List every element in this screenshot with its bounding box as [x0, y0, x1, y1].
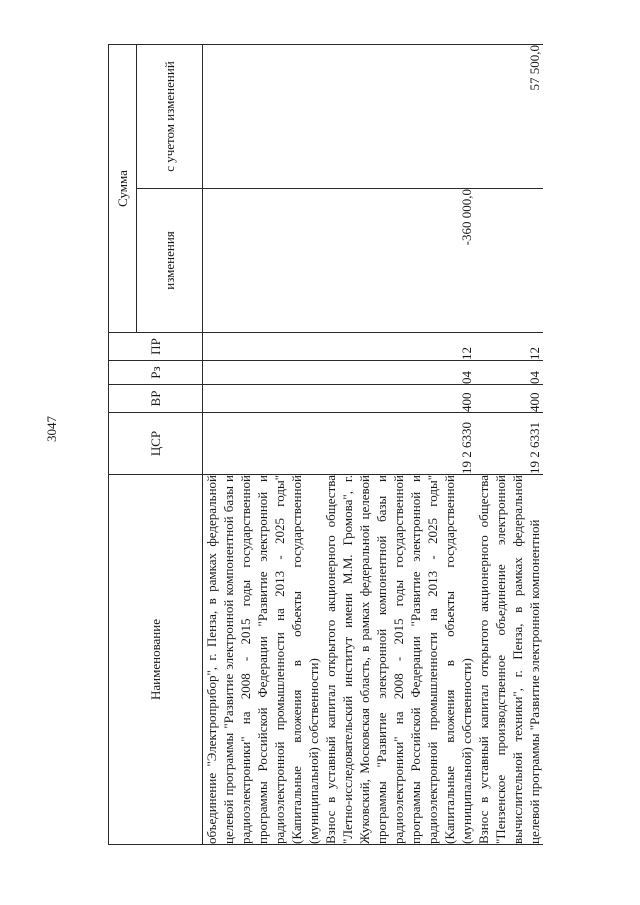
row-with-changes	[322, 45, 475, 189]
header-change: изменения	[137, 189, 203, 333]
header-pr: ПР	[109, 333, 203, 361]
row-vr	[203, 385, 323, 413]
row-change	[475, 189, 543, 333]
row-pr: 12	[322, 333, 475, 361]
header-with-changes: с учетом изменений	[137, 45, 203, 189]
row-name: Взнос в уставный капитал открытого акционерного общества "Летно-исследовательский институт имени М.М. Громова", г. Жуковский, Московская область, в рамках федеральной целевой программы "Развитие электронной компонентной базы и радиоэлектроники" на 2008 - 2015 годы государственной программы Российской Федерации "Развитие электронной и радиоэлектронной промышленности на 2013 - 2025 годы" (Капитальные вложения в объекты государственной (муниципальной) собственности)	[323, 475, 474, 844]
row-with-changes: 57 500,0	[475, 45, 543, 189]
row-csr	[203, 413, 323, 475]
budget-table-page	[108, 45, 613, 845]
table-row	[475, 45, 543, 845]
row-csr: 19 2 6330	[322, 413, 475, 475]
page-number: 3047	[44, 416, 59, 442]
row-name: объединение "Электроприбор", г. Пенза, в рамках федеральной целевой программы "Развитие электронной компонентной базы и радиоэлектроники" на 2008 - 2015 годы государственной программы Российской Федерации "Развитие электронной и радиоэлектронной промышленности на 2013 - 2025 годы" (Капитальные вложения в объекты государственной (муниципальной) собственности)	[204, 475, 321, 844]
table-row	[322, 45, 475, 845]
row-csr: 19 2 6331	[475, 413, 543, 475]
row-vr: 400	[322, 385, 475, 413]
header-csr: ЦСР	[109, 413, 203, 475]
header-sum: Сумма	[109, 45, 137, 333]
row-rz	[203, 361, 323, 385]
row-vr: 400	[475, 385, 543, 413]
row-rz: 04	[475, 361, 543, 385]
budget-table	[108, 44, 543, 845]
row-rz: 04	[322, 361, 475, 385]
header-rz: Рз	[109, 361, 203, 385]
row-change	[203, 189, 323, 333]
row-name: Взнос в уставный капитал открытого акционерного общества "Пензенское производственное объединение электронной вычислительной техники", г. Пенза, в рамках федеральной целевой программы "Развитие электронной компонентной	[476, 475, 542, 844]
row-change: -360 000,0	[322, 189, 475, 333]
header-vr: ВР	[109, 385, 203, 413]
header-name: Наименование	[109, 475, 203, 845]
table-row	[203, 45, 323, 845]
row-pr	[203, 333, 323, 361]
row-with-changes	[203, 45, 323, 189]
row-pr: 12	[475, 333, 543, 361]
